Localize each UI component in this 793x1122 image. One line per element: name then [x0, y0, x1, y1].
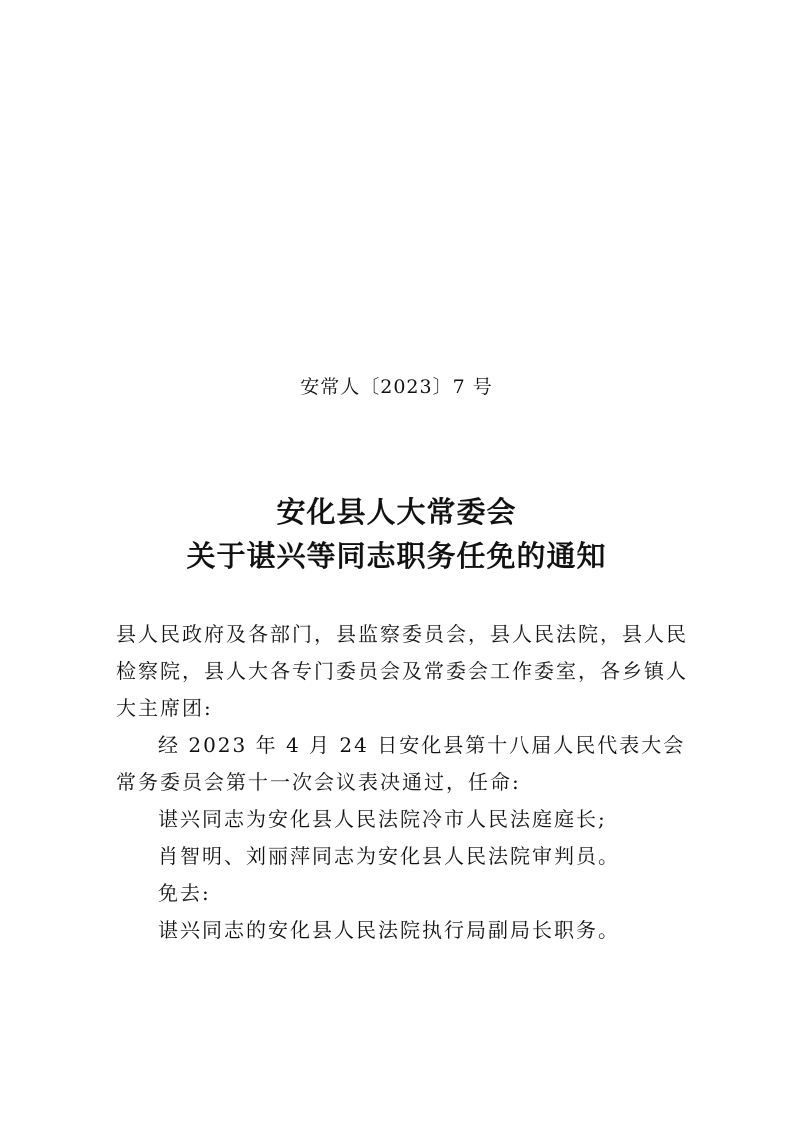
addressee-paragraph: 县人民政府及各部门，县监察委员会，县人民法院，县人民检察院，县人大各专门委员会及常委会工作委室，各乡镇人大主席团:: [116, 622, 688, 720]
body-intro-paragraph: 经 2023 年 4 月 24 日安化县第十八届人民代表大会常务委员会第十一次会议表决通过，任命:: [116, 733, 686, 794]
document-number: 安常人〔2023〕7 号: [300, 376, 493, 398]
appointment-item: 肖智明、刘丽萍同志为安化县人民法院审判员。: [158, 844, 620, 868]
dismissal-label: 免去:: [158, 881, 211, 905]
document-title-line-1: 安化县人大常委会: [276, 495, 517, 529]
dismissal-item: 谌兴同志的安化县人民法院执行局副局长职务。: [158, 918, 620, 942]
appointment-item: 谌兴同志为安化县人民法院冷市人民法庭庭长;: [158, 807, 607, 831]
document-title-line-2: 关于谌兴等同志职务任免的通知: [186, 539, 607, 573]
